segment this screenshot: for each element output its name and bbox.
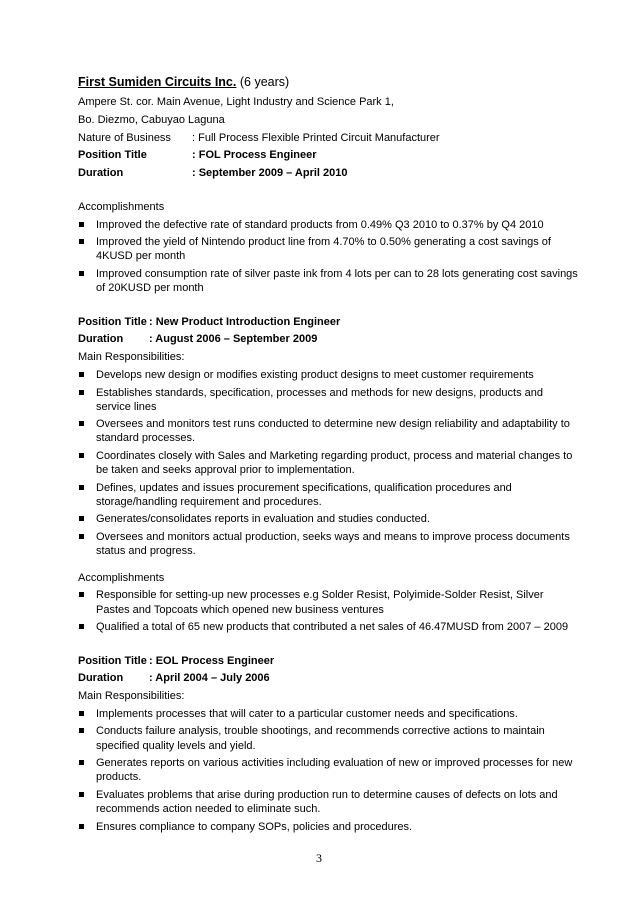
list-item: Oversees and monitors actual production, seeks ways and means to improve process documents status and progress. bbox=[78, 530, 578, 558]
list-item: Establishes standards, specification, processes and methods for new designs, products and service lines bbox=[78, 386, 578, 414]
role1-accomplishments-list bbox=[78, 218, 578, 296]
role3-responsibilities-list bbox=[78, 707, 578, 834]
role2-position-label: Position Title bbox=[78, 315, 147, 328]
bullet-square-icon bbox=[79, 372, 84, 377]
role1-duration-label: Duration bbox=[78, 167, 124, 180]
list-item: Conducts failure analysis, trouble shootings, and recommends corrective actions to maintain specified quality levels and yield. bbox=[78, 724, 578, 752]
bullet-square-icon bbox=[79, 792, 84, 797]
bullet-square-icon bbox=[79, 824, 84, 829]
bullet-square-icon bbox=[79, 453, 84, 458]
role2-responsibilities-list bbox=[78, 368, 578, 558]
role3-position-row bbox=[78, 654, 578, 668]
list-item: Improved the defective rate of standard products from 0.49% Q3 2010 to 0.37% by Q4 2010 bbox=[78, 218, 578, 232]
company-name: First Sumiden Circuits Inc. bbox=[78, 75, 237, 89]
bullet-square-icon bbox=[79, 760, 84, 765]
role1-accomplishments-heading: Accomplishments bbox=[78, 200, 165, 213]
role1-duration-row bbox=[78, 166, 578, 180]
bullet-square-icon bbox=[79, 222, 84, 227]
bullet-square-icon bbox=[79, 421, 84, 426]
list-item: Coordinates closely with Sales and Marketing regarding product, process and material changes to be taken and seeks approval prior to implementation. bbox=[78, 449, 578, 477]
role2-accomplishments-heading: Accomplishments bbox=[78, 571, 165, 584]
list-item: Ensures compliance to company SOPs, policies and procedures. bbox=[78, 820, 578, 834]
bullet-square-icon bbox=[79, 271, 84, 276]
role3-position-label: Position Title bbox=[78, 654, 147, 667]
role2-accomplishments-list bbox=[78, 588, 578, 634]
list-item: Improved consumption rate of silver paste ink from 4 lots per can to 28 lots generating cost savings of 20KUSD per month bbox=[78, 267, 578, 295]
role3-position-value: : EOL Process Engineer bbox=[149, 654, 275, 667]
role2-duration-row bbox=[78, 332, 578, 346]
bullet-square-icon bbox=[79, 534, 84, 539]
company-tenure: (6 years) bbox=[239, 75, 290, 89]
bullet-square-icon bbox=[79, 711, 84, 716]
bullet-square-icon bbox=[79, 592, 84, 597]
role3-responsibilities-heading: Main Responsibilities: bbox=[78, 690, 185, 703]
role1-position-value: : FOL Process Engineer bbox=[192, 149, 317, 162]
role3-duration-row bbox=[78, 671, 578, 685]
company-heading bbox=[78, 74, 578, 90]
list-item: Implements processes that will cater to a particular customer needs and specifications. bbox=[78, 707, 578, 721]
role2-duration-label: Duration bbox=[78, 333, 124, 346]
role1-duration-value: : September 2009 – April 2010 bbox=[192, 167, 348, 180]
bullet-square-icon bbox=[79, 624, 84, 629]
bullet-square-icon bbox=[79, 516, 84, 521]
bullet-square-icon bbox=[79, 239, 84, 244]
role2-duration-value: : August 2006 – September 2009 bbox=[149, 333, 318, 346]
role3-duration-label: Duration bbox=[78, 672, 124, 685]
role3-duration-value: : April 2004 – July 2006 bbox=[149, 672, 270, 685]
nature-label: Nature of Business bbox=[78, 131, 171, 144]
role2-position-value: : New Product Introduction Engineer bbox=[149, 315, 341, 328]
page-number: 3 bbox=[316, 851, 322, 865]
list-item: Generates reports on various activities including evaluation of new or improved processes for new products. bbox=[78, 756, 578, 784]
nature-of-business-row bbox=[78, 131, 578, 145]
list-item: Responsible for setting-up new processes e.g Solder Resist, Polyimide-Solder Resist, Silver Pastes and Topcoats which opened new business ventures bbox=[78, 588, 578, 616]
bullet-square-icon bbox=[79, 728, 84, 733]
company-address-line-2: Bo. Diezmo, Cabuyao Laguna bbox=[78, 113, 225, 126]
role2-responsibilities-heading: Main Responsibilities: bbox=[78, 351, 185, 364]
list-item: Oversees and monitors test runs conducted to determine new design reliability and adaptability to standard processes. bbox=[78, 417, 578, 445]
list-item: Evaluates problems that arise during production run to determine causes of defects on lots and recommends action needed to eliminate such. bbox=[78, 788, 578, 816]
list-item: Qualified a total of 65 new products that contributed a net sales of 46.47MUSD from 2007 – 2009 bbox=[78, 620, 578, 634]
role1-position-label: Position Title bbox=[78, 149, 147, 162]
list-item: Defines, updates and issues procurement specifications, qualification procedures and storage/handling requirement and procedures. bbox=[78, 481, 578, 509]
list-item: Generates/consolidates reports in evaluation and studies conducted. bbox=[78, 512, 578, 526]
bullet-square-icon bbox=[79, 390, 84, 395]
bullet-square-icon bbox=[79, 485, 84, 490]
nature-value: : Full Process Flexible Printed Circuit Manufacturer bbox=[192, 131, 440, 144]
role1-position-row bbox=[78, 148, 578, 162]
list-item: Improved the yield of Nintendo product line from 4.70% to 0.50% generating a cost savings of 4KUSD per month bbox=[78, 235, 578, 263]
role2-position-row bbox=[78, 315, 578, 329]
company-address-line-1: Ampere St. cor. Main Avenue, Light Industry and Science Park 1, bbox=[78, 96, 394, 108]
list-item: Develops new design or modifies existing product designs to meet customer requirements bbox=[78, 368, 578, 382]
